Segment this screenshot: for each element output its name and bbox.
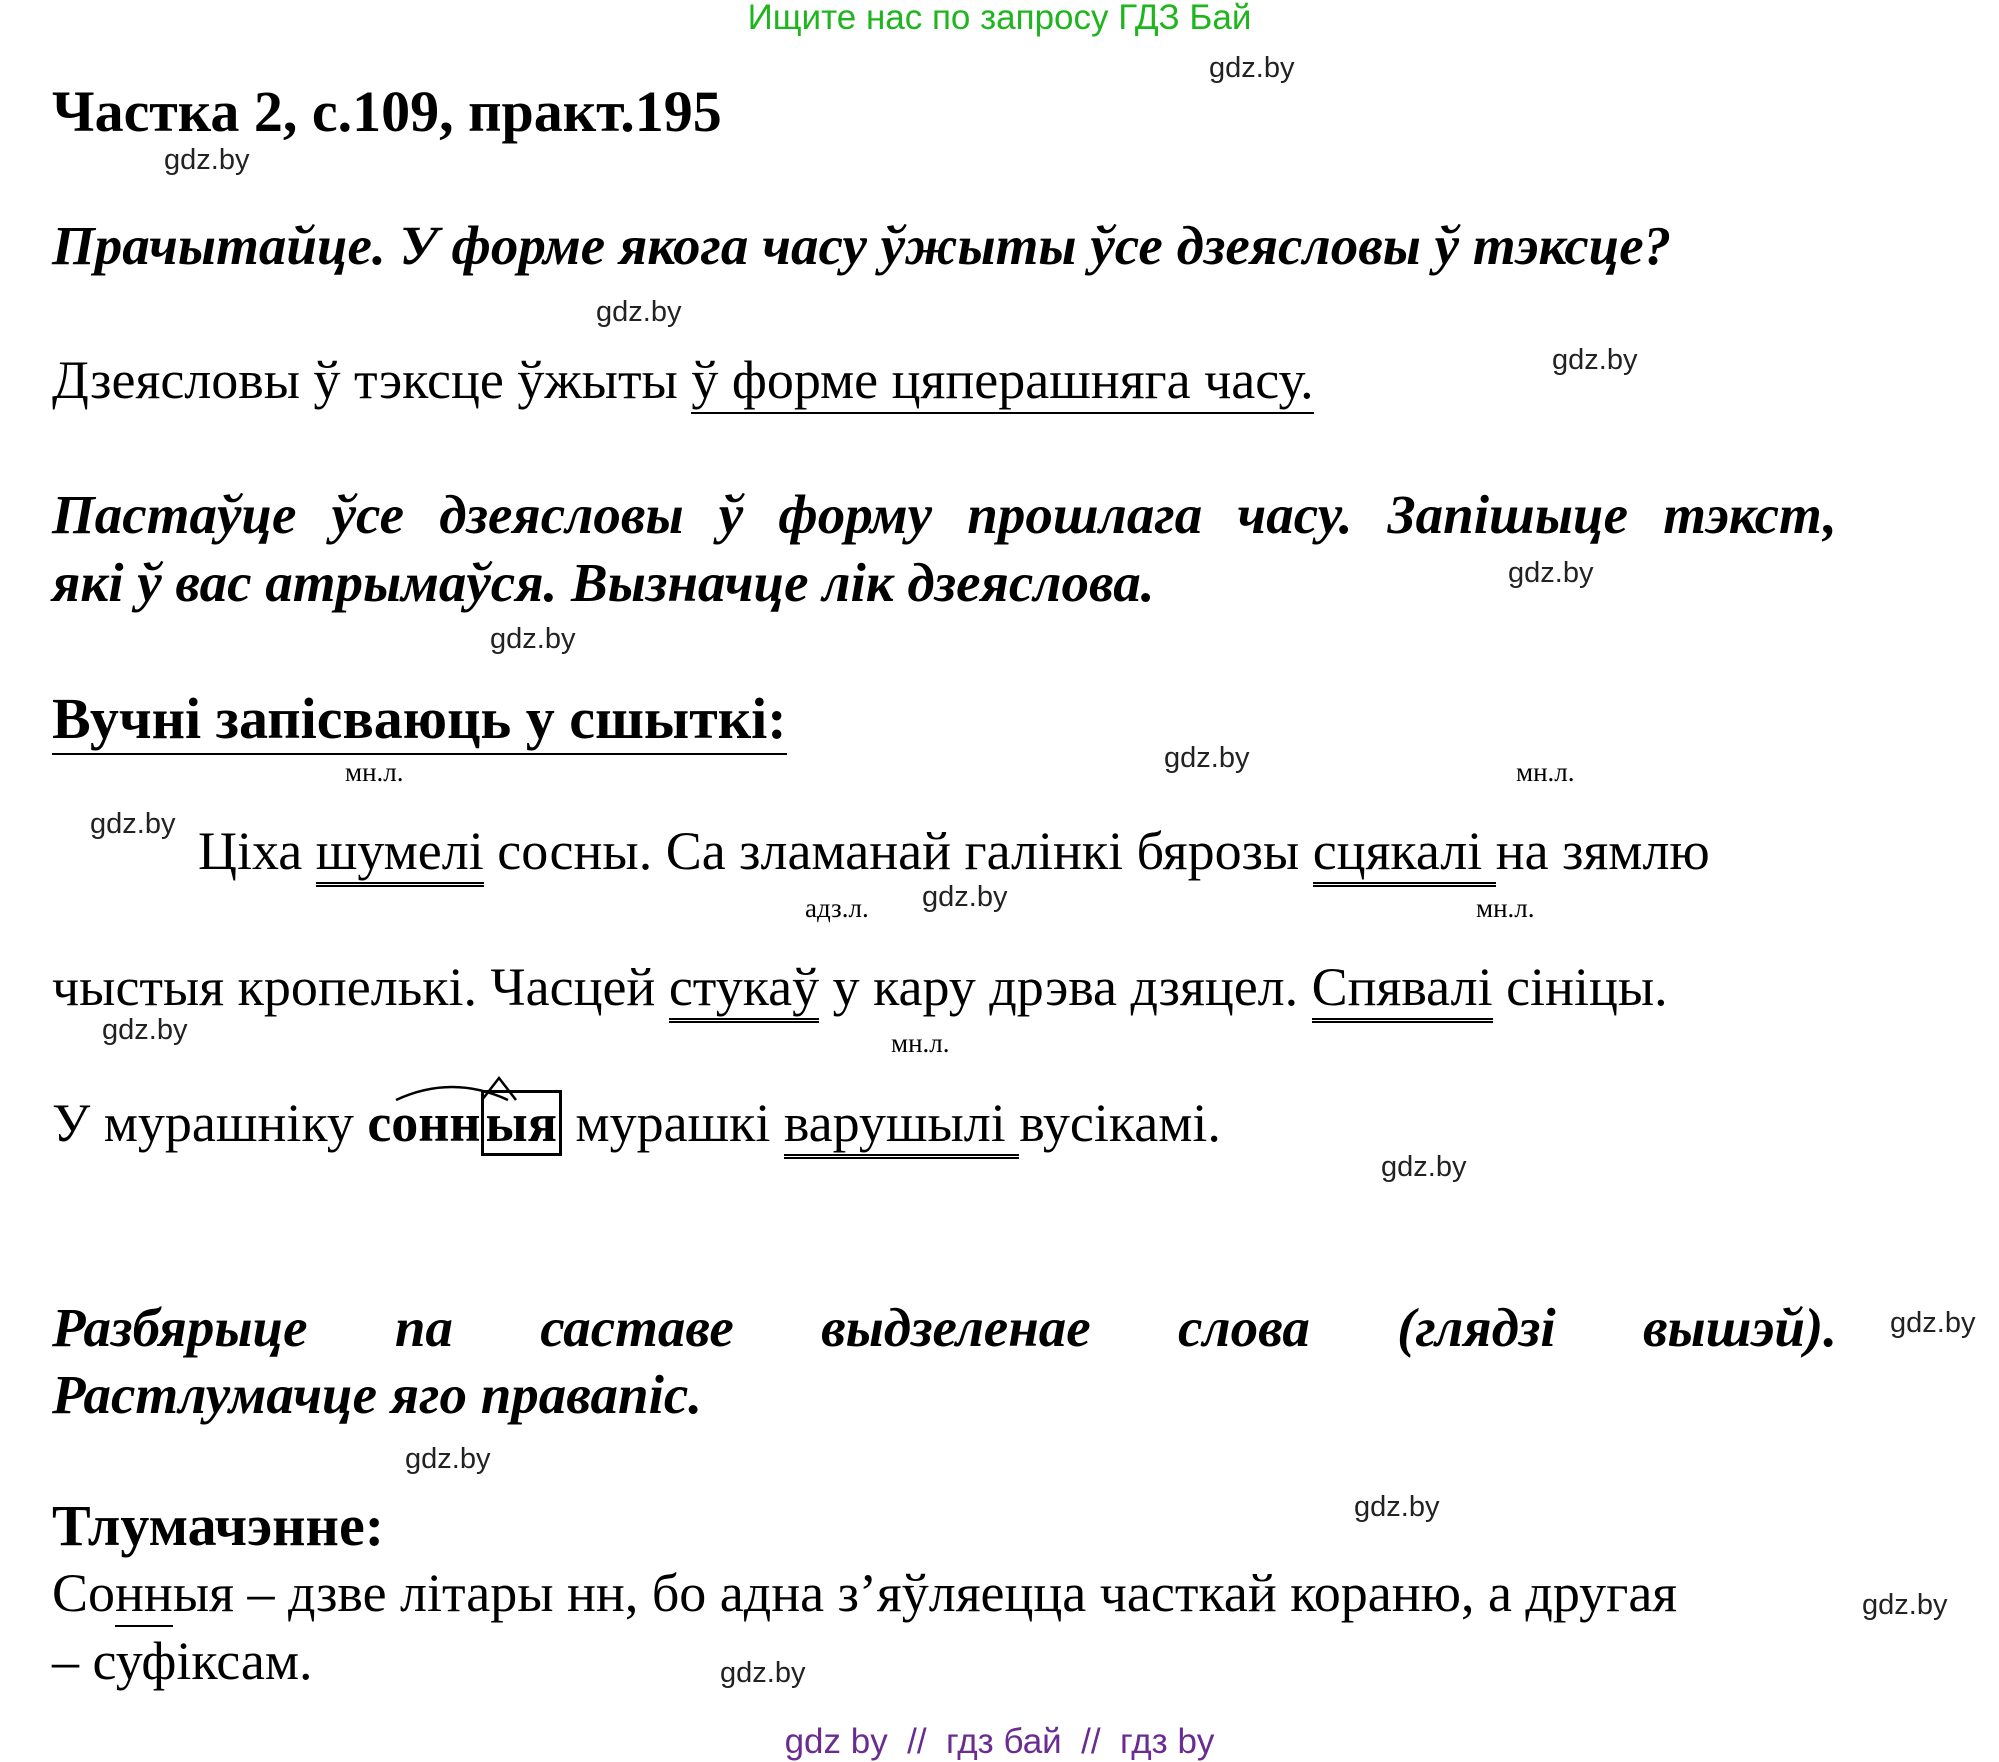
- text-line-2: [52, 956, 1668, 1018]
- task-word: часу.: [1237, 484, 1353, 545]
- task-word: прошлага: [967, 484, 1203, 545]
- verb-underlined: Спявалі: [1312, 957, 1493, 1023]
- watermark: gdz.by: [1164, 742, 1250, 774]
- task-word: дзеясловы: [439, 484, 684, 545]
- text-segment: на зямлю: [1495, 821, 1710, 881]
- task-word: саставе: [540, 1297, 734, 1358]
- verb-underlined: сцякалі: [1313, 821, 1496, 887]
- note-plural: мн.л.: [1476, 893, 1535, 923]
- explanation-heading: Тлумачэнне:: [52, 1493, 385, 1558]
- explanation-line-1: [52, 1562, 1677, 1624]
- task-rewrite-line-1: [52, 483, 1837, 546]
- task-morpheme-line-2: Растлумачце яго правапіс.: [52, 1364, 703, 1425]
- note-plural: мн.л.: [1516, 757, 1575, 787]
- task-word: Пастаўце: [52, 484, 297, 545]
- verb-underlined: стукаў: [669, 957, 819, 1023]
- highlighted-word-ending: ыя: [481, 1090, 562, 1156]
- watermark: gdz.by: [922, 881, 1008, 913]
- text-segment: вусікамі.: [1019, 1093, 1221, 1153]
- task-word: Разбярыце: [52, 1297, 308, 1358]
- note-singular: адз.л.: [805, 893, 869, 923]
- text-segment: мурашкі: [561, 1093, 784, 1153]
- task-morpheme-line-1: [52, 1296, 1837, 1359]
- double-letter-underlined: нн: [115, 1563, 173, 1627]
- answer-tense: [52, 349, 1314, 411]
- text-segment: Ціха: [198, 821, 316, 881]
- watermark: gdz.by: [1381, 1151, 1467, 1183]
- highlighted-word: [367, 1090, 562, 1156]
- task-word: ў: [718, 484, 744, 545]
- task-rewrite-line-2: які ў вас атрымаўся. Вызначце лік дзеяслова.: [52, 552, 1155, 613]
- watermark: gdz.by: [1354, 1491, 1440, 1523]
- text-segment: сініцы.: [1492, 957, 1668, 1017]
- watermark: gdz.by: [596, 296, 682, 328]
- task-word: ўсе: [331, 484, 405, 545]
- task-word: па: [394, 1297, 453, 1358]
- task-read-question: Прачытайце. У форме якога часу ўжыты ўсе дзеясловы ў тэксце?: [52, 215, 1672, 276]
- watermark: gdz.by: [1552, 344, 1638, 376]
- note-plural: мн.л.: [345, 757, 404, 787]
- text-segment: ыя – дзве літары нн, бо адна з’яўляецца часткай кораню, а другая: [172, 1563, 1678, 1623]
- answer-tense-prefix: Дзеясловы ў тэксце ўжыты: [52, 350, 692, 410]
- footer-links: gdz by // гдз бай // гдз by: [784, 1722, 1215, 1761]
- explanation-line-2: – суфіксам.: [52, 1631, 313, 1691]
- task-word: форму: [778, 484, 933, 545]
- text-line-3: [52, 1092, 1221, 1154]
- watermark: gdz.by: [1890, 1307, 1976, 1339]
- watermark: gdz.by: [1508, 557, 1594, 589]
- task-word: слова: [1177, 1297, 1310, 1358]
- text-segment: чыстыя кропелькі. Часцей: [52, 957, 669, 1017]
- watermark: gdz.by: [490, 623, 576, 655]
- task-word: Запішыце: [1387, 484, 1629, 545]
- task-word: тэкст,: [1663, 484, 1837, 545]
- text-line-1: [198, 820, 1710, 882]
- watermark: gdz.by: [720, 1657, 806, 1689]
- task-word: выдзеленае: [821, 1297, 1091, 1358]
- watermark: gdz.by: [1862, 1589, 1948, 1621]
- verb-underlined: варушылі: [784, 1093, 1019, 1159]
- text-segment: Со: [52, 1563, 116, 1623]
- text-segment: у кару дрэва дзяцел.: [819, 957, 1312, 1017]
- watermark: gdz.by: [164, 144, 250, 176]
- top-banner: Ищите нас по запросу ГДЗ Бай: [747, 0, 1252, 37]
- answer-tense-underlined: ў форме цяперашняга часу.: [691, 350, 1313, 414]
- verb-underlined: шумелі: [316, 821, 484, 887]
- watermark: gdz.by: [1209, 52, 1295, 84]
- text-segment: сосны. Са зламанай галінкі бярозы: [483, 821, 1313, 881]
- students-heading: [52, 685, 787, 752]
- task-word: (глядзі: [1397, 1297, 1556, 1358]
- watermark: gdz.by: [405, 1443, 491, 1475]
- watermark: gdz.by: [90, 808, 176, 840]
- text-segment: У мурашніку: [52, 1093, 368, 1153]
- students-heading-text: Вучні запісваюць у сшыткі:: [52, 686, 787, 755]
- page-title: Частка 2, с.109, практ.195: [52, 79, 722, 144]
- task-word: вышэй).: [1642, 1297, 1837, 1358]
- highlighted-word-root: сонн: [367, 1093, 481, 1153]
- watermark: gdz.by: [102, 1014, 188, 1046]
- note-plural: мн.л.: [891, 1028, 950, 1058]
